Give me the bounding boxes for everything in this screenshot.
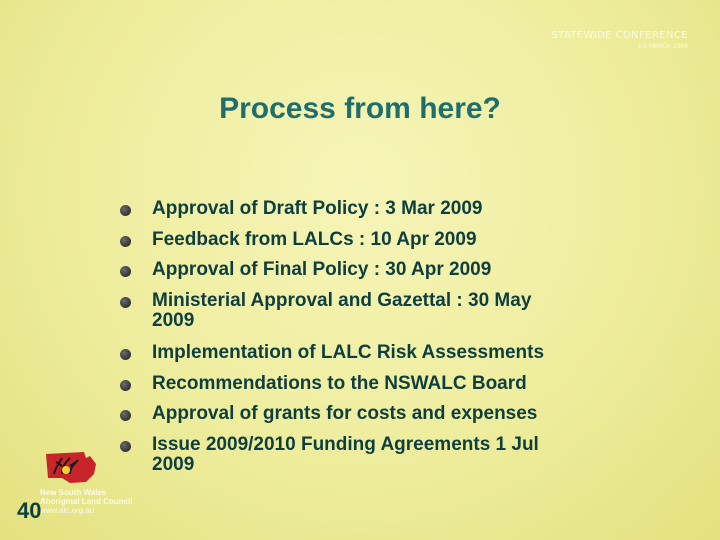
bullet-text: Recommendations to the NSWALC Board — [152, 372, 527, 394]
nsw-map-logo-icon — [40, 448, 124, 486]
bullet-item — [120, 430, 690, 483]
bullet-text: Approval of grants for costs and expenses — [152, 403, 538, 424]
bullet-item — [120, 225, 690, 256]
bullet-text: Feedback from LALCs : 10 Apr 2009 — [152, 228, 477, 250]
bullet-text-continuation: 2009 — [152, 310, 195, 331]
bullet-dot-icon — [120, 297, 131, 308]
conference-badge — [551, 30, 688, 50]
bullet-item — [120, 255, 690, 286]
page-number: 40 — [17, 498, 42, 523]
organisation-block — [40, 488, 132, 515]
org-name-line1: New South Wales — [40, 488, 107, 497]
bullet-dot-icon — [120, 236, 131, 247]
bullet-item — [120, 338, 690, 369]
bullet-list — [120, 194, 690, 482]
bullet-text: Issue 2009/2010 Funding Agreements 1 Jul — [152, 433, 539, 455]
bullet-dot-icon — [120, 205, 131, 216]
bullet-text-continuation: 2009 — [152, 454, 195, 475]
bullet-item — [120, 286, 690, 339]
bullet-text: Ministerial Approval and Gazettal : 30 May — [152, 289, 532, 311]
bullet-text: Approval of Draft Policy : 3 Mar 2009 — [152, 198, 483, 219]
conference-title: STATEWIDE CONFERENCE — [551, 30, 688, 41]
bullet-item — [120, 194, 690, 225]
bullet-text: Approval of Final Policy : 30 Apr 2009 — [152, 259, 492, 280]
org-url: www.alc.org.au — [40, 506, 95, 515]
bullet-dot-icon — [120, 266, 131, 277]
org-name-line2: Aboriginal Land Council — [40, 497, 133, 506]
bullet-dot-icon — [120, 349, 131, 360]
slide-title: Process from here? — [219, 92, 501, 125]
bullet-text: Implementation of LALC Risk Assessments — [152, 342, 545, 363]
bullet-item — [120, 399, 690, 430]
bullet-dot-icon — [120, 410, 131, 421]
bullet-dot-icon — [120, 380, 131, 391]
bullet-item — [120, 369, 690, 400]
conference-dates: 3-5 MARCH 2009 — [637, 43, 688, 50]
